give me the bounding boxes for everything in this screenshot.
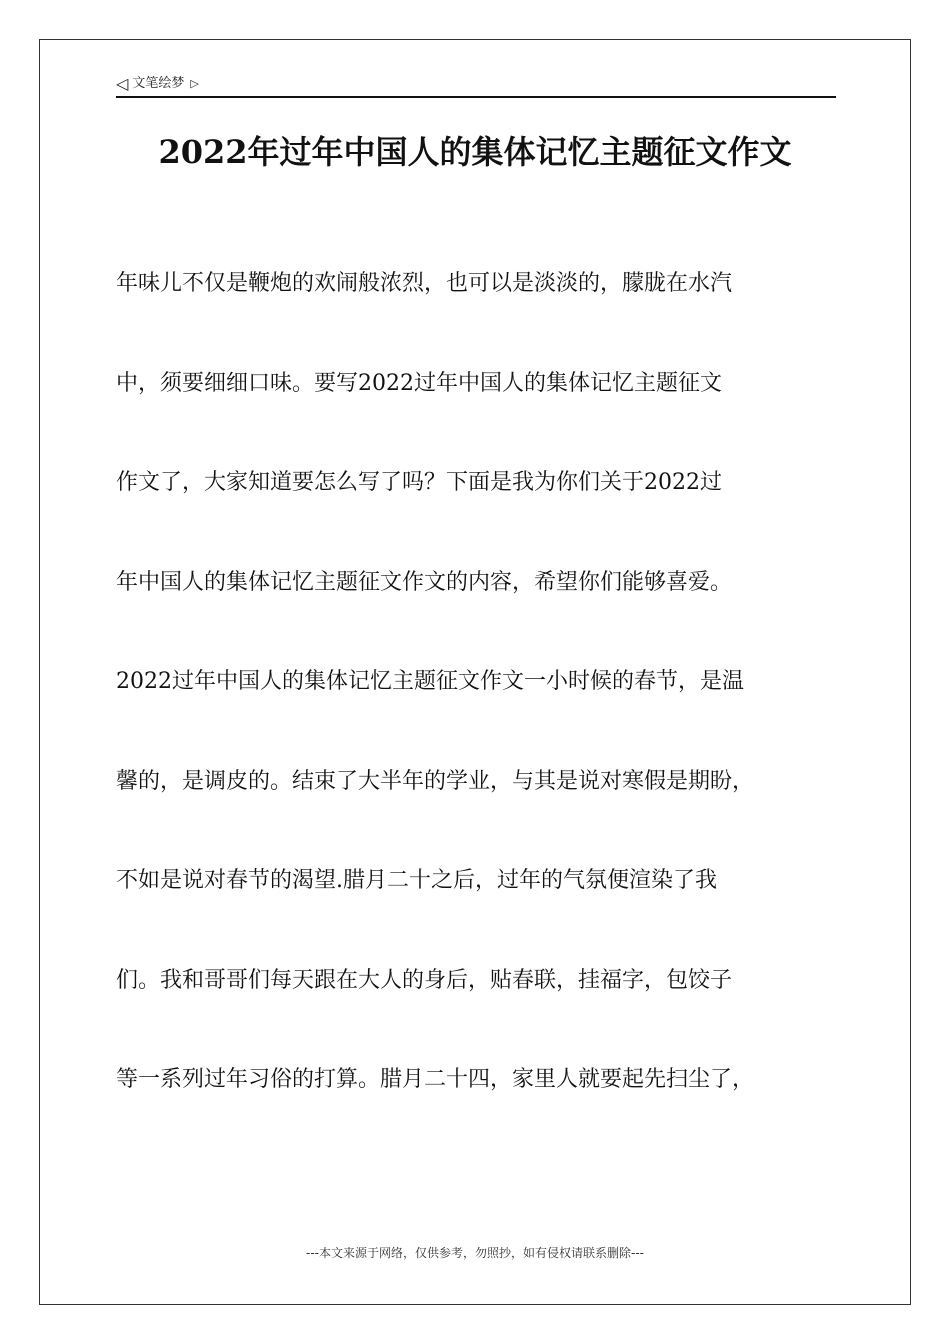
header-brand: 文笔绘梦 xyxy=(132,76,185,91)
paragraph-line: 不如是说对春节的渴望.腊月二十之后，过年的气氛便渲染了我 xyxy=(116,868,717,893)
document-header xyxy=(116,74,836,98)
paragraph-line: 2022过年中国人的集体记忆主题征文作文一小时候的春节，是温 xyxy=(116,669,744,694)
paragraph-line: 年味儿不仅是鞭炮的欢闹般浓烈，也可以是淡淡的，朦胧在水汽 xyxy=(116,271,733,296)
paragraph-line: 年中国人的集体记忆主题征文作文的内容，希望你们能够喜爱。 xyxy=(116,570,733,595)
paragraph-line: 等一系列过年习俗的打算。腊月二十四，家里人就要起先扫尘了， xyxy=(116,1067,755,1092)
paragraph-line: 馨的，是调皮的。结束了大半年的学业，与其是说对寒假是期盼， xyxy=(116,769,755,794)
right-triangle-icon: ▷ xyxy=(190,77,199,90)
paragraph-line: 作文了，大家知道要怎么写了吗？下面是我为你们关于2022过 xyxy=(116,470,722,495)
footer-disclaimer: ---本文来源于网络，仅供参考，勿照抄，如有侵权请联系删除--- xyxy=(306,1246,644,1260)
paragraph-line: 中，须要细细口味。要写2022过年中国人的集体记忆主题征文 xyxy=(116,371,722,396)
document-title: 2022年过年中国人的集体记忆主题征文作文 xyxy=(158,133,792,171)
left-triangle-icon: ◁ xyxy=(116,74,129,93)
paragraph-line: 们。我和哥哥们每天跟在大人的身后，贴春联，挂福字，包饺子 xyxy=(116,968,733,993)
